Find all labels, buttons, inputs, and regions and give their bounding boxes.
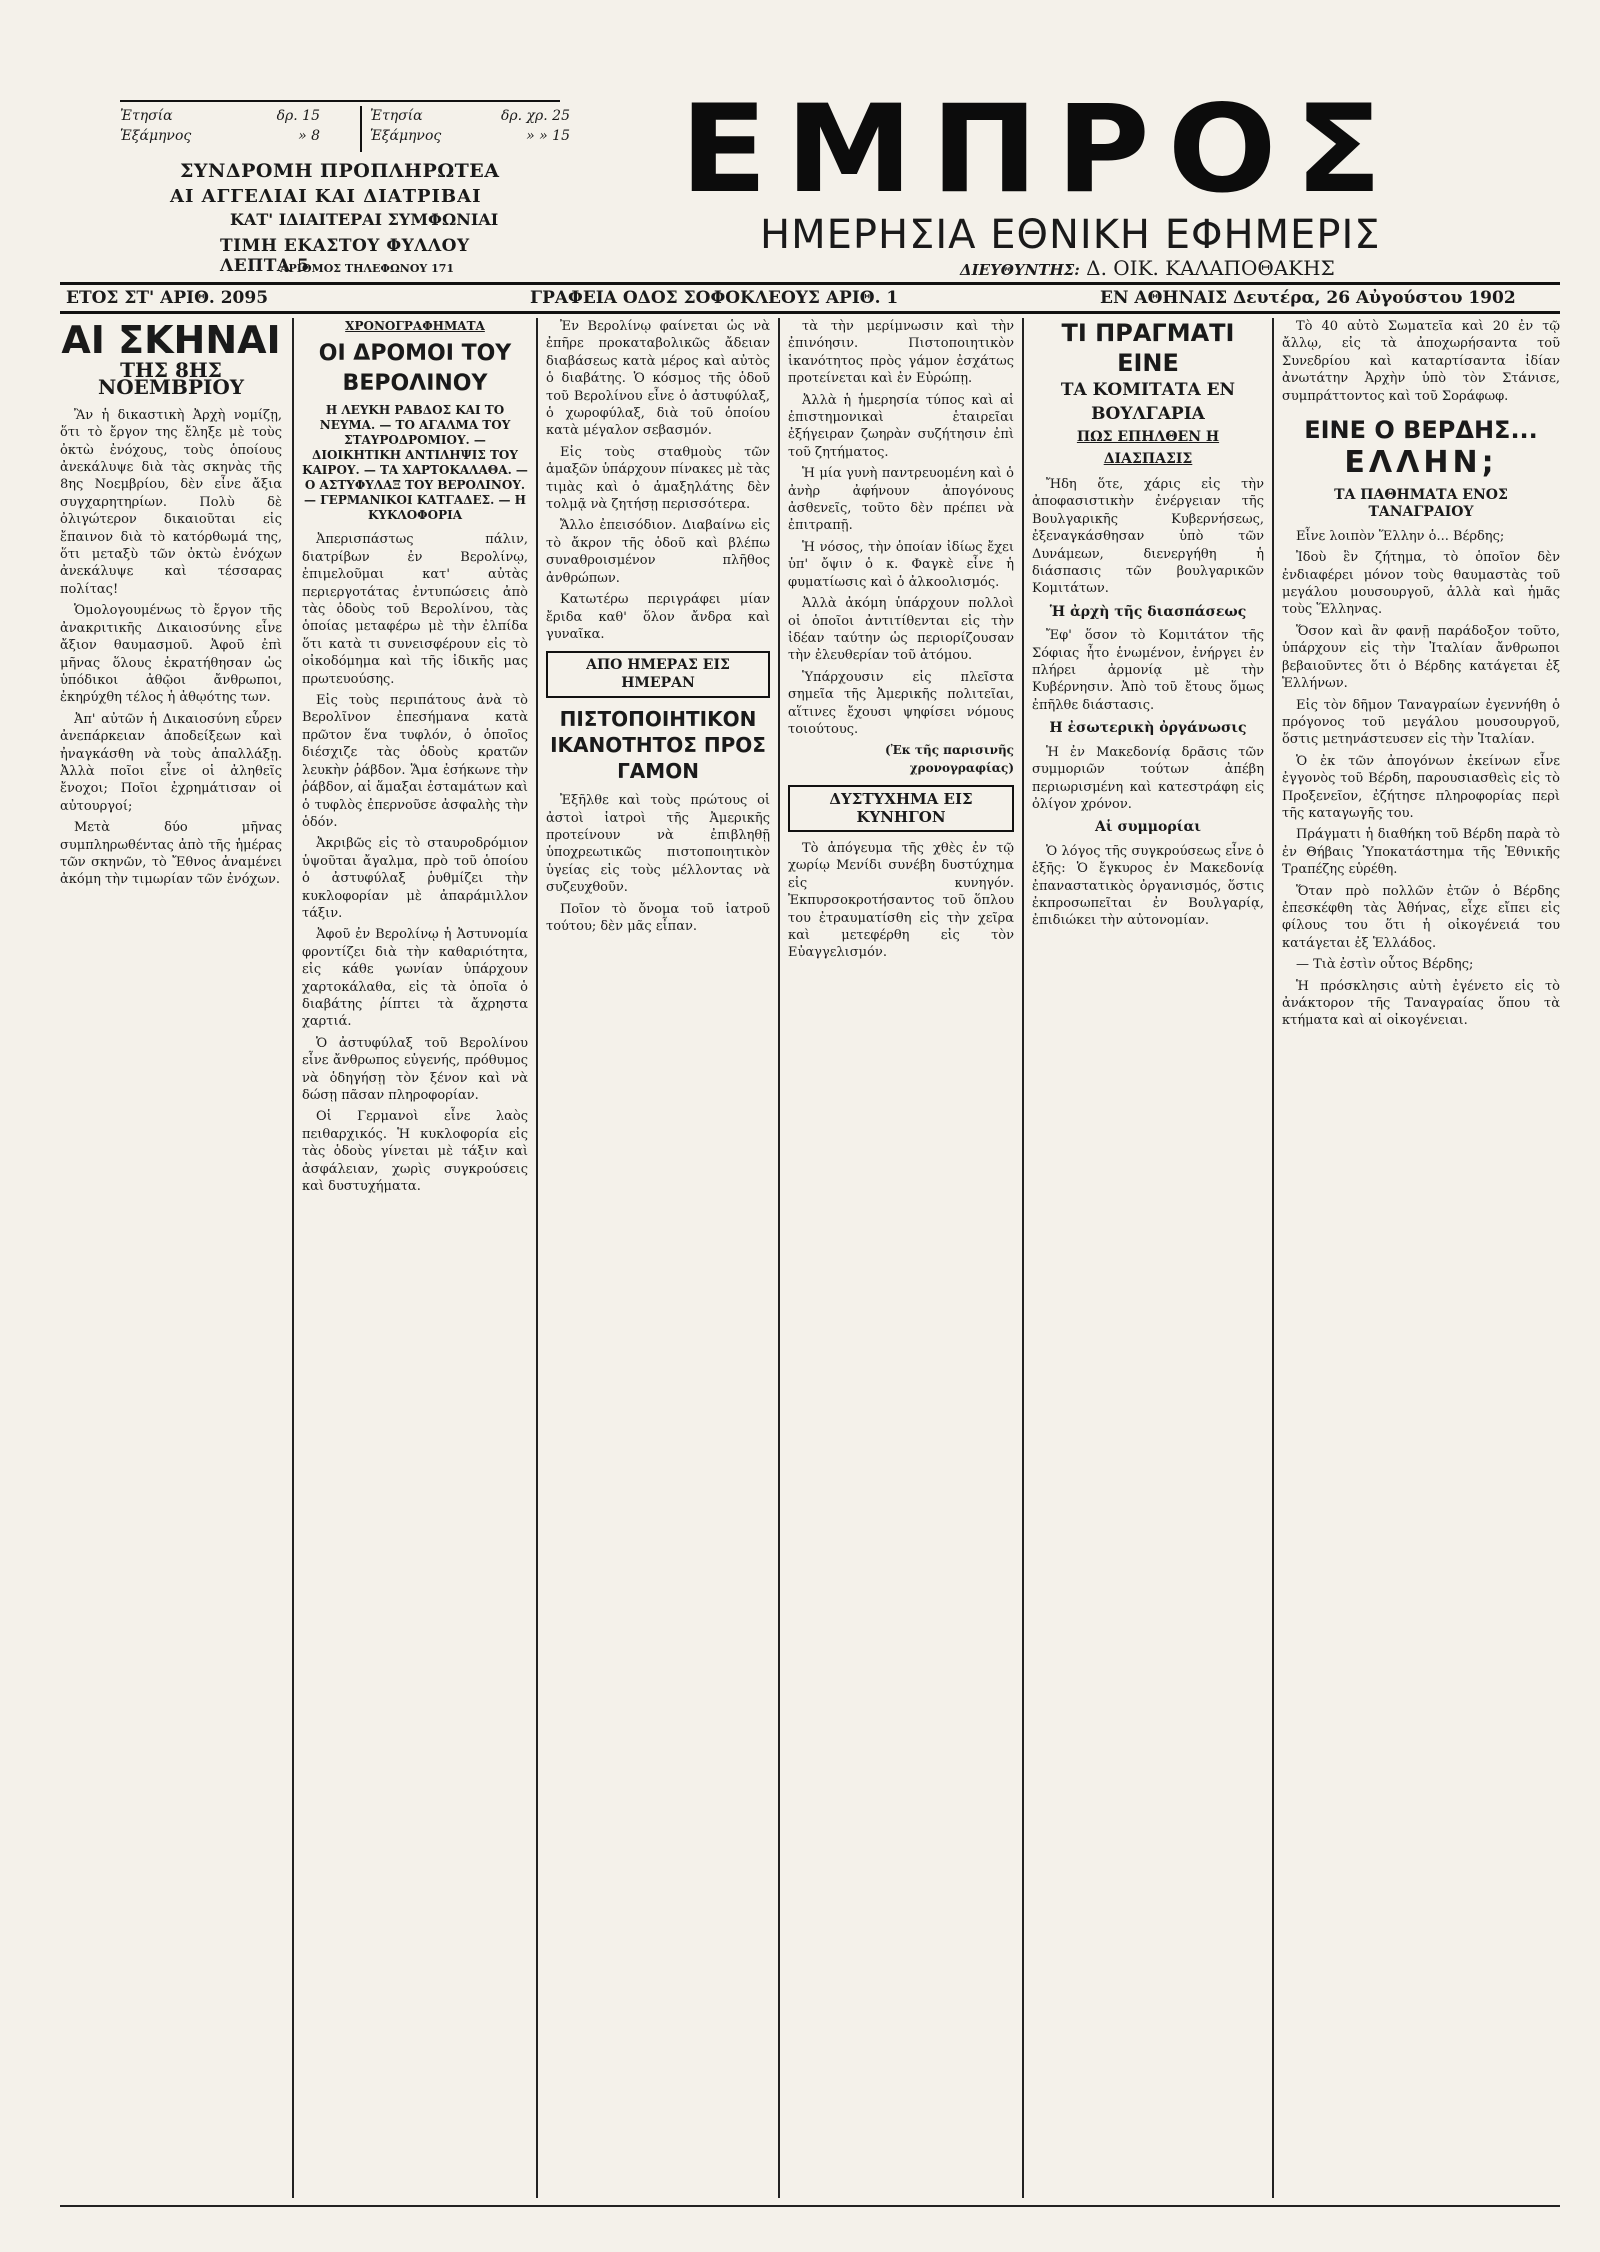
section-heading: Αἱ συμμορίαι (1094, 819, 1201, 836)
rate-row: Ἑξάμηνος » » 15 (370, 128, 570, 144)
paragraph: Ἀκριβῶς εἰς τὸ σταυροδρόμιον ὑψοῦται ἄγαλμα, πρὸ τοῦ ὁποίου ὁ ἀστυφύλαξ ῥυθμίζει τὴν κυκλοφορίαν μὲ ἀπαράμιλλον τάξιν. (302, 836, 528, 921)
section-title: ΔΥΣΤΥΧΗΜΑ ΕΙΣ ΚΥΝΗΓΟΝ (788, 785, 1014, 832)
paragraph: Ἀπ' αὐτῶν ἡ Δικαιοσύνη εὗρεν ἀνεπάρκειαν ἀποδείξεων καὶ ἠναγκάσθη νὰ τοὺς ἀπαλλάξῃ. Ἀλλὰ ποῖοι εἶνε οἱ ἀληθεῖς ἔνοχοι; Ποῖοι ἐχρημάτισαν οἱ αὐτουργοί; (60, 711, 282, 814)
subscription-rates (120, 100, 570, 152)
paragraph: Ἀλλὰ ἡ ἡμερησία τύπος καὶ αἱ ἐπιστημονικαὶ ἑταιρεῖαι ἐξήγειραν ζωηρὰν συζήτησιν ἐπὶ τοῦ ζητήματος. (788, 392, 1014, 460)
paragraph: τὰ τὴν μερίμνωσιν καὶ τὴν ἐπινόησιν. Πιστοποιητικὸν ἱκανότητος πρὸς γάμον ἐσχάτως προτείνεται καὶ ἐν Εὐρώπῃ. (788, 319, 1014, 387)
section-heading: Η ἐσωτερικὴ ὀργάνωσις (1049, 720, 1247, 737)
paragraph: Οἱ Γερμανοὶ εἶνε λαὸς πειθαρχικός. Ἡ κυκλοφορία εἰς τὰς ὁδοὺς γίνεται μὲ τάξιν καὶ ἀσφάλειαν, χωρὶς συγκρούσεις καὶ δυστυχήματα. (302, 1109, 528, 1195)
rates-abroad (360, 106, 570, 152)
column-rule (536, 318, 538, 2198)
rates-domestic (120, 106, 320, 146)
paragraph: Εἰς τοὺς σταθμοὺς τῶν ἁμαξῶν ὑπάρχουν πίνακες μὲ τὰς τιμὰς καὶ ὁ ἁμαξηλάτης δὲν τολμᾷ νὰ ζητήσῃ περισσότερα. (546, 444, 770, 513)
paragraph: Ἤδη ὅτε, χάρις εἰς τὴν ἀποφασιστικὴν ἐνέργειαν τῆς Βουλγαρικῆς Κυβερνήσεως, ἐξεναγκάσθησαν ὑπὸ τῶν Δυνάμεων, διενεργήθη ἡ διάσπασις τῶν βουλγαρικῶν Κομιτάτων. (1032, 477, 1264, 597)
paragraph: Ἔφ' ὅσον τὸ Κομιτάτον τῆς Σόφιας ἦτο ἑνωμένον, ἐνήργει ἐν πλήρει ἀρμονίᾳ μὲ τὴν Κυβέρνησιν. Ἀπὸ τοῦ ἔτους ὅμως ἐπῆλθε διάστασις. (1032, 628, 1264, 713)
tagline: ΗΜΕΡΗΣΙΑ ΕΘΝΙΚΗ ΕΦΗΜΕΡΙΣ (760, 212, 1381, 258)
phone-number: ΑΡΙΘΜΟΣ ΤΗΛΕΦΩΝΟΥ 171 (280, 262, 455, 275)
column-rule (1272, 318, 1274, 2198)
rate-row: Ἑξάμηνος » 8 (120, 128, 320, 144)
paragraph: Ἡ πρόσκλησις αὐτὴ ἐγένετο εἰς τὸ ἀνάκτορον τῆς Ταναγραίας ὅπου τὰ κτήματα καὶ αἱ οἰκογένειαι. (1282, 978, 1560, 1029)
paragraph: Ἀφοῦ ἐν Βερολίνῳ ἡ Ἀστυνομία φροντίζει διὰ τὴν καθαριότητα, εἰς κάθε γωνίαν ὑπάρχουν χαρτοκάλαθα, εἰς τὰ ὁποῖα ὁ διαβάτης ῥίπτει τὰ ἄχρηστα χαρτιά. (302, 927, 528, 1030)
article-headline: ΠΙΣΤΟΠΟΙΗΤΙΚΟΝ ΙΚΑΝΟΤΗΤΟΣ ΠΡΟΣ ΓΑΜΟΝ (550, 707, 766, 784)
article-source: (Ἐκ τῆς παρισινῆς χρονογραφίας) (885, 743, 1014, 775)
issue-number: ΕΤΟΣ ΣΤ' ΑΡΙΘ. 2095 (66, 288, 269, 308)
paragraph: Ποῖον τὸ ὄνομα τοῦ ἰατροῦ τούτου; δὲν μᾶς εἶπαν. (546, 901, 770, 934)
paragraph: Ἀλλὰ ἀκόμη ὑπάρχουν πολλοὶ οἱ ὁποῖοι ἀντιτίθενται εἰς τὴν ἰδέαν ταύτην ὡς περιορίζουσαν τὴν ἐλευθερίαν τοῦ ἀτόμου. (788, 596, 1014, 664)
paragraph: Μετὰ δύο μῆνας συμπληρωθέντας ἀπὸ τῆς ἡμέρας τῶν σκηνῶν, τὸ Ἔθνος ἀναμένει ἀκόμη τὴν τιμωρίαν τῶν ἐνόχων. (60, 820, 282, 888)
director-label: ΔΙΕΥΘΥΝΤΗΣ: (960, 261, 1080, 279)
paragraph: Ὁ ἐκ τῶν ἀπογόνων ἐκείνων εἶνε ἐγγονὸς τοῦ Βέρδη, παρουσιασθεὶς εἰς τὸ Προξενεῖον, ἐζήτησε πληροφορίας περὶ τῆς καταγωγῆς του. (1282, 753, 1560, 821)
subscription-line: ΑΙ ΑΓΓΕΛΙΑΙ ΚΑΙ ΔΙΑΤΡΙΒΑΙ (170, 186, 482, 207)
paragraph: Ἂν ἡ δικαστικὴ Ἀρχὴ νομίζῃ, ὅτι τὸ ἔργον της ἔληξε μὲ τοὺς ὀκτὼ ἐνόχους, τοὺς ὁποίους ἀνεκάλυψε διὰ τὰς σκηνὰς τῆς 8ης Νοεμβρίου, δὲν εἶνε ἄξια συγχαρητηρίων. Πολὺ δὲ ὀλιγώτερον δικαιοῦται εἰς ἔπαινον διὰ τὸ κατόρθωμά της, ὅτι μεταξὺ τῶν ὀκτὼ ἐνόχων ἀνεκάλυψε καὶ τέσσαρας πολίτας! (60, 407, 282, 597)
column-rule (1022, 318, 1024, 2198)
article-subhead: ΤΗΣ 8ΗΣ ΝΟΕΜΒΡΙΟΥ (97, 358, 245, 400)
article-headline: ΑΙ ΣΚΗΝΑΙ (61, 318, 281, 362)
subscription-box (60, 60, 570, 276)
masthead (60, 60, 1560, 280)
article-subhead: ΤΑ ΠΑΘΗΜΑΤΑ ΕΝΟΣ ΤΑΝΑΓΡΑΙΟΥ (1334, 487, 1508, 521)
paragraph: Ἐν Βερολίνῳ φαίνεται ὡς νὰ ἐπῆρε προκαταβολικῶς ἄδειαν διαβάσεως κατὰ μέρος καὶ αὐτὸς ὁ διαβάτης. Ὁ κόσμος τῆς ὁδοῦ τοῦ Βερολίνου εἶνε ὁ ἀστυφύλαξ, ὁ χωροφύλαξ, διὰ τοῦ ὁποίου κατὰ μέγαλον σεβασμόν. (546, 319, 770, 439)
article-summary: Η ΛΕΥΚΗ ΡΑΒΔΟΣ ΚΑΙ ΤΟ ΝΕΥΜΑ. — ΤΟ ΑΓΑΛΜΑ ΤΟΥ ΣΤΑΥΡΟΔΡΟΜΙΟΥ. — ΔΙΟΙΚΗΤΙΚΗ ΑΝΤΙΛΗΨΙΣ ΤΟΥ ΚΑΙΡΟΥ. — ΤΑ ΧΑΡΤΟΚΑΛΑΘΑ. — Ο ΑΣΤΥΦΥΛΑΞ ΤΟΥ ΒΕΡΟΛΙΝΟΥ. — ΓΕΡΜΑΝΙΚΟΙ ΚΑΤΓΑΔΕΣ. — Η ΚΥΚΛΟΦΟΡΙΑ (302, 403, 528, 523)
paragraph: Ὅσον καὶ ἂν φανῇ παράδοξον τοῦτο, ὑπάρχουν εἰς τὴν Ἰταλίαν ἄνθρωποι βεβαιοῦντες ὅτι ὁ Βέρδης κατάγεται ἐξ Ἑλλήνων. (1282, 623, 1560, 692)
section-heading: Ἡ ἀρχὴ τῆς διασπάσεως (1049, 603, 1247, 620)
article-headline: ΟΙ ΔΡΟΜΟΙ ΤΟΥ ΒΕΡΟΛΙΝΟΥ (318, 341, 512, 397)
paragraph: Εἰς τὸν δῆμον Ταναγραίων ἐγεννήθη ὁ πρόγονος τοῦ μεγάλου μουσουργοῦ, ὅστις μετηνάστευσεν εἰς τὴν Ἰταλίαν. (1282, 697, 1560, 748)
paragraph: Ἰδοὺ ἓν ζήτημα, τὸ ὁποῖον δὲν ἐνδιαφέρει μόνον τοὺς θαυμαστὰς τοῦ μεγάλου μουσουργοῦ, ἀλλὰ καὶ ἡμᾶς τοὺς Ἕλληνας. (1282, 550, 1560, 618)
subscription-title: ΣΥΝΔΡΟΜΗ ΠΡΟΠΛΗΡΩΤΕΑ (180, 160, 500, 182)
paragraph: Ὁμολογουμένως τὸ ἔργον τῆς ἀνακριτικῆς Δικαιοσύνης εἶνε ἄξιον θαυμασμοῦ. Ἀφοῦ ἐπὶ μῆνας ὅλους ἐκρατήθησαν ὡς ὑπόδικοι ἀθῷοι ἄνθρωποι, ἐκηρύχθη τέλος ἡ ἀθῳότης των. (60, 603, 282, 706)
column-1 (60, 318, 282, 2198)
paragraph: Τὸ 40 αὐτὸ Σωματεῖα καὶ 20 ἐν τῷ ἄλλῳ, εἰς τὰ ἀποχωρήσαντα τοῦ Συνεδρίου καὶ καταρτίσαντα ἰδίαν ἀνωτάτην Ἀρχὴν ὑπὸ τὸν Στάνισε, συμπράττοντος καὶ τοῦ Σοράφωφ. (1282, 319, 1560, 404)
column-rule (778, 318, 780, 2198)
section-kicker: ΧΡΟΝΟΓΡΑΦΗΜΑΤΑ (345, 319, 485, 333)
paragraph: Ἀπερισπάστως πάλιν, διατρίβων ἐν Βερολίνῳ, ἐπιμελοῦμαι κατ' αὐτὰς περιεργοτάτας ἐντυπώσεις ἀπὸ τὰς ὁδοὺς τοῦ Βερολίνου, τὰς ὁποίας μεταφέρω μὲ τὴν ἐλπίδα ὅτι κατὰ τι συνεισφέρουν εἰς τὸ οἰκοδόμημα καὶ τῆς ἰδικῆς μας πρωτευούσης. (302, 532, 528, 687)
paragraph: Πράγματι ἡ διαθήκη τοῦ Βέρδη παρὰ τὸ ἐν Θήβαις Ὑποκατάστημα τῆς Ἐθνικῆς Τραπέζης εὑρέθη. (1282, 827, 1560, 878)
article-headline-2: ΕΛΛΗΝ; (1344, 445, 1498, 481)
article-subhead: ΠΩΣ ΕΠΗΛΘΕΝ Η ΔΙΑΣΠΑΣΙΣ (1076, 429, 1220, 467)
paragraph: Κατωτέρω περιγράφει μίαν ἔριδα καθ' ὅλον ἄνδρα καὶ γυναῖκα. (546, 592, 770, 642)
director-name: Δ. ΟΙΚ. ΚΑΛΑΠΟΘΑΚΗΣ (1086, 256, 1335, 280)
office-address: ΓΡΑΦΕΙΑ ΟΔΟΣ ΣΟΦΟΚΛΕΟΥΣ ΑΡΙΘ. 1 (530, 288, 899, 308)
director-line (960, 256, 1335, 280)
column-rule (292, 318, 294, 2198)
paragraph: Ἡ μία γυνὴ παντρευομένη καὶ ὁ ἀνὴρ ἀφήνουν ἀπογόνους ἀσθενεῖς, τοῦτο δὲν πρέπει νὰ ἐπιτραπῇ. (788, 466, 1014, 534)
paragraph: — Τιὰ ἐστὶν οὗτος Βέρδης; (1296, 957, 1474, 973)
article-headline: ΕΙΝΕ Ο ΒΕΡΔΗΣ... (1304, 416, 1538, 445)
column-6 (1282, 318, 1560, 2198)
newspaper-logo: ΕΜΠΡΟΣ (680, 78, 1400, 221)
bottom-rule (60, 2205, 1560, 2207)
column-5 (1032, 318, 1264, 2198)
column-2 (302, 318, 528, 2198)
paragraph: Ὑπάρχουσιν εἰς πλεῖστα σημεῖα τῆς Ἀμερικῆς πολιτεῖαι, αἵτινες ἔχουσι ψηφίσει νόμους τοιούτους. (788, 669, 1014, 737)
article-subhead: ΤΑ ΚΟΜΙΤΑΤΑ ΕΝ ΒΟΥΛΓΑΡΙΑ (1060, 380, 1236, 424)
rate-row: Ἐτησία δρ. χρ. 25 (370, 108, 570, 124)
issue-date: ΕΝ ΑΘΗΝΑΙΣ Δευτέρα, 26 Αὐγούστου 1902 (1100, 288, 1516, 308)
article-headline: ΤΙ ΠΡΑΓΜΑΤΙ ΕΙΝΕ (1061, 319, 1235, 377)
issue-price: ΤΙΜΗ ΕΚΑΣΤΟΥ ΦΥΛΛΟΥ ΛΕΠΤΑ 5 (220, 236, 470, 276)
paragraph: Ἐξῆλθε καὶ τοὺς πρώτους οἱ ἀστοὶ ἰατροὶ τῆς Ἀμερικῆς προτείνουν νὰ ἐπιβληθῇ ὑποχρεωτικῶς πιστοποιητικὸν ὑγείας εἰς τοὺς μέλλοντας νὰ συζευχθοῦν. (546, 793, 770, 896)
section-title: ΑΠΟ ΗΜΕΡΑΣ ΕΙΣ ΗΜΕΡΑΝ (546, 651, 770, 698)
paragraph: Τὸ ἀπόγευμα τῆς χθὲς ἐν τῷ χωρίῳ Μενίδι συνέβη δυστύχημα εἰς κυνηγόν. Ἐκπυρσοκροτήσαντος τοῦ ὅπλου του ἐτραυματίσθη εἰς τὴν χεῖρα καὶ μετεφέρθη εἰς τὸν Εὐαγγελισμόν. (788, 840, 1014, 961)
date-bar (60, 282, 1560, 314)
paragraph: Ὁ ἀστυφύλαξ τοῦ Βερολίνου εἶνε ἄνθρωπος εὐγενής, πρόθυμος νὰ ὁδηγήσῃ τὸν ξένον καὶ νὰ δώσῃ πᾶσαν πληροφορίαν. (302, 1035, 528, 1103)
paragraph: Ὁ λόγος τῆς συγκρούσεως εἶνε ὁ ἑξῆς: Ὁ ἔγκυρος ἐν Μακεδονίᾳ ἐπαναστατικὸς ὀργανισμός, ὅστις ἐκπροσωπεῖται ἐν Βουλγαρίᾳ, ἐπιδιώκει τὴν αὐτονομίαν. (1032, 843, 1264, 929)
paragraph: Ἡ νόσος, τὴν ὁποίαν ἰδίως ἔχει ὑπ' ὄψιν ὁ κ. Φαγκὲ εἶνε ἡ φυματίωσις καὶ ὁ ἀλκοολισμός. (788, 539, 1014, 590)
paragraph: Εἶνε λοιπὸν Ἕλλην ὁ... Βέρδης; (1296, 528, 1505, 544)
paragraph: Ἄλλο ἐπεισόδιον. Διαβαίνω εἰς τὸ ἄκρον τῆς ὁδοῦ καὶ βλέπω συναθροισμένον πλῆθος ἀνθρώπων. (546, 518, 770, 586)
column-3 (546, 318, 770, 2198)
subscription-line2: ΚΑΤ' ΙΔΙΑΙΤΕΡΑΙ ΣΥΜΦΩΝΙΑΙ (230, 210, 499, 229)
rate-row: Ἐτησία δρ. 15 (120, 108, 320, 124)
paragraph: Ὅταν πρὸ πολλῶν ἐτῶν ὁ Βέρδης ἐπεσκέφθη τὰς Ἀθήνας, εἶχε εἴπει εἰς φίλους του ὅτι ἡ οἰκογένειά του κατάγεται ἐξ Ἑλλάδος. (1282, 883, 1560, 951)
paragraph: Εἰς τοὺς περιπάτους ἀνὰ τὸ Βερολῖνον ἐπεσήμανα κατὰ πρῶτον ἕνα τυφλόν, ὁ ὁποῖος διέσχιζε τὰς ὁδοὺς κρατῶν λευκὴν ῥάβδον. Ἅμα ἐσήκωνε τὴν ῥάβδον, αἱ ἅμαξαι ἐσταμάτων καὶ ὁ τυφλὸς ἐπερνοῦσε ἀσφαλὴς τὴν ὁδόν. (302, 693, 528, 830)
paragraph: Ἡ ἐν Μακεδονίᾳ δρᾶσις τῶν συμμοριῶν τούτων ἀπέβη περιωρισμένη καὶ κατεστράφη εἰς ὀλίγον χρόνον. (1032, 744, 1264, 812)
column-4 (788, 318, 1014, 2198)
